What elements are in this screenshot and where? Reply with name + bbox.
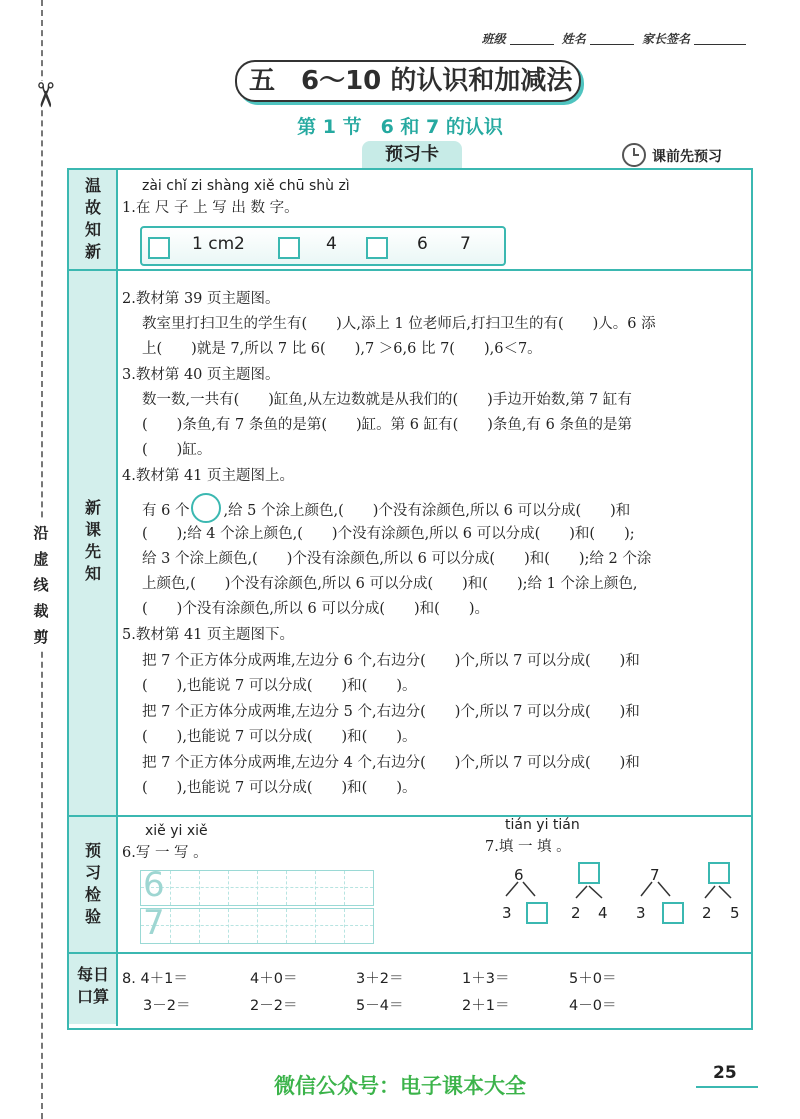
scissors-icon: ✂ [24,80,65,110]
row-divider [69,269,751,271]
sidebar-divider [116,170,118,1026]
tree-answer-box[interactable] [708,862,730,884]
q7-pinyin: tián yi tián [505,817,580,833]
tree-left: 3 [636,904,646,922]
writing-grid[interactable] [140,865,374,906]
trace-digit: 7 [143,903,165,943]
ruler-number: 2 [234,234,245,254]
row-divider [69,815,751,817]
card-tab: 预习卡 [362,141,462,169]
class-label: 班级 [481,32,506,46]
calc-item: 5＋0＝ [569,971,617,987]
text-line: 把 7 个正方体分成两堆,左边分 5 个,右边分( )个,所以 7 可以分成( )和 [142,704,640,720]
unit-title-text: 6～10 的认识和加减法 [301,66,573,96]
text-line: ( ),也能说 7 可以分成( )和( )。 [142,780,417,796]
text-line: ( )缸。 [142,442,212,458]
q6-pinyin: xiě yi xiě [145,823,208,839]
text-line: 上颜色,( )个没有涂颜色,所以 6 可以分成( )和( );给 1 个涂上颜色, [142,576,638,592]
preview-tag [622,143,722,167]
student-info [482,30,750,47]
tree-top: 6 [514,866,524,884]
tree-left: 2 [702,904,712,922]
text-line: ( )个没有涂颜色,所以 6 可以分成( )和( )。 [142,601,489,617]
trace-digit: 6 [143,865,165,905]
page-number: 25 [713,1063,737,1083]
text-line: 数一数,一共有( )缸鱼,从左边数就是从我们的( )手边开始数,第 7 缸有 [142,392,632,408]
text-line: 给 3 个涂上颜色,( )个没有涂颜色,所以 6 可以分成( )和( );给 2 个涂 [142,551,652,567]
ruler-answer-box[interactable] [278,237,300,259]
text-line: 2.教材第 39 页主题图。 [122,291,280,307]
circle-icon [191,493,221,523]
text-line: 教室里打扫卫生的学生有( )人,添上 1 位老师后,打扫卫生的有( )人。6 添 [142,316,656,332]
sidebar-daily: 每日口算 [76,965,109,1006]
q1-text: 1.在 尺 子 上 写 出 数 字。 [122,200,299,216]
calc-item: 2－2＝ [250,998,298,1014]
ruler-number: 4 [326,234,337,254]
q1-pinyin: zài chǐ zi shàng xiě chū shù zì [142,178,350,194]
section-title: 第 1 节 6 和 7 的认识 [297,116,503,138]
tree-answer-box[interactable] [578,862,600,884]
ruler-answer-box[interactable] [366,237,388,259]
name-label: 姓名 [561,32,586,46]
unit-number: 五 [249,66,276,96]
calc-item: 1＋3＝ [462,971,510,987]
text-line: ( );给 4 个涂上颜色,( )个没有涂颜色,所以 6 可以分成( )和( ); [142,526,635,542]
sidebar-review: 温故知新 [84,176,101,261]
parent-signature-label: 家长签名 [641,32,690,46]
q4-start: 有 6 个 [142,503,190,519]
text-line: 3.教材第 40 页主题图。 [122,367,280,383]
ruler-unit: 1 cm [192,234,235,254]
cut-label: 沿虚线裁剪 [30,520,52,650]
calc-item: 3－2＝ [143,998,191,1014]
tree-left: 3 [502,904,512,922]
calc-item: 8. 4＋1＝ [122,971,188,987]
ruler [140,226,506,266]
tree-right: 4 [598,904,608,922]
text-line: 把 7 个正方体分成两堆,左边分 4 个,右边分( )个,所以 7 可以分成( )和 [142,755,640,771]
writing-grid[interactable] [140,903,374,944]
parent-signature-field[interactable] [694,44,746,45]
ruler-number: 6 [417,234,428,254]
calc-item: 2＋1＝ [462,998,510,1014]
text-line: 把 7 个正方体分成两堆,左边分 6 个,右边分( )个,所以 7 可以分成( )和 [142,653,640,669]
q6-text: 6.写 一 写 。 [122,845,208,861]
name-field[interactable] [590,44,634,45]
clock-icon [622,143,646,167]
ruler-number: 7 [460,234,471,254]
tree-top: 7 [650,866,660,884]
ruler-answer-box[interactable] [148,237,170,259]
class-field[interactable] [510,44,554,45]
text-line: ( ),也能说 7 可以分成( )和( )。 [142,729,417,745]
unit-title [235,60,581,102]
text-line: 5.教材第 41 页主题图下。 [122,627,295,643]
q4-first-line [142,493,630,523]
calc-item: 4＋0＝ [250,971,298,987]
text-line: 4.教材第 41 页主题图上。 [122,468,295,484]
row-divider [69,952,751,954]
tree-right: 5 [730,904,740,922]
tree-left: 2 [571,904,581,922]
calc-item: 3＋2＝ [356,971,404,987]
tree-answer-box[interactable] [662,902,684,924]
sidebar-new: 新课先知 [84,498,101,583]
calc-item: 5－4＝ [356,998,404,1014]
text-line: 上( )就是 7,所以 7 比 6( ),7 ＞6,6 比 7( ),6＜7。 [142,341,542,357]
text-line: ( )条鱼,有 7 条鱼的是第( )缸。第 6 缸有( )条鱼,有 6 条鱼的是第 [142,417,632,433]
text-line: ( ),也能说 7 可以分成( )和( )。 [142,678,417,694]
q4-rest: ,给 5 个涂上颜色,( )个没有涂颜色,所以 6 可以分成( )和 [223,503,631,519]
q7-text: 7.填 一 填 。 [485,839,571,855]
preview-label: 课前先预习 [652,149,722,165]
tree-answer-box[interactable] [526,902,548,924]
footer-watermark: 微信公众号：电子课本大全 [274,1074,526,1098]
sidebar-check: 预习检验 [84,841,101,926]
calc-item: 4－0＝ [569,998,617,1014]
